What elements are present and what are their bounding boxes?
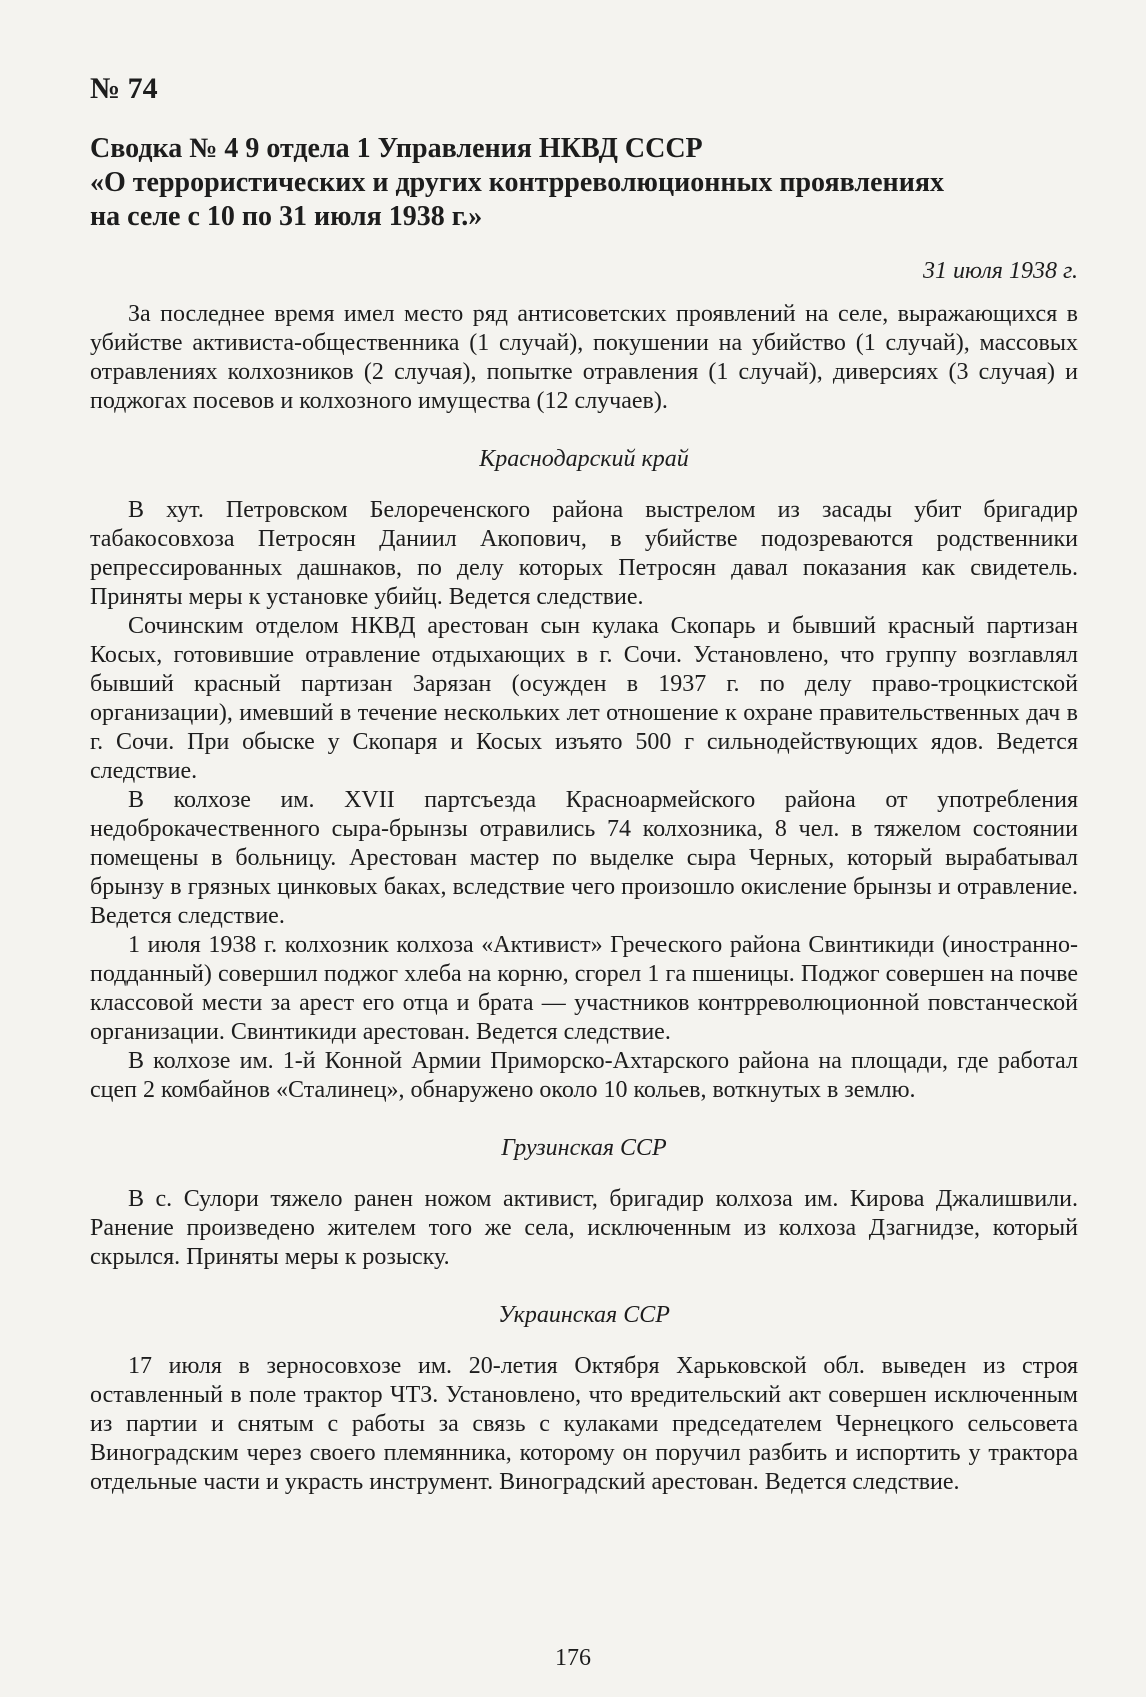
section-heading-ukraine: Украинская ССР: [498, 1302, 670, 1328]
document-number: № 74: [90, 72, 158, 105]
paragraph: В хут. Петровском Белореченского района выстрелом из засады убит бригадир табакосовхоза Петросян Даниил Акопович, в убийстве подозреваются родственники репрессированных дашнаков, по делу которых Петросян давал показания как свидетель. Приняты меры к установке убийц. Ведется следствие.: [90, 497, 1078, 610]
title-line: Сводка № 4 9 отдела 1 Управления НКВД СССР: [90, 133, 703, 164]
title-line: на селе с 10 по 31 июля 1938 г.»: [90, 201, 483, 232]
document-date: 31 июля 1938 г.: [923, 258, 1078, 284]
section-heading-georgia: Грузинская ССР: [501, 1135, 667, 1161]
title-line: «О террористических и других контрреволюционных проявлениях: [90, 167, 944, 198]
paragraph: Сочинским отделом НКВД арестован сын кулака Скопарь и бывший красный партизан Косых, готовившие отравление отдыхающих в г. Сочи. Установлено, что группу возглавлял бывший красный партизан Зарязан (осужден в 1937 г. по делу право-троцкистской организации), имевший в течение нескольких лет отношение к охране правительственных дач в г. Сочи. При обыске у Скопаря и Косых изъято 500 г сильнодействующих ядов. Ведется следствие.: [90, 613, 1078, 784]
paragraph: В колхозе им. XVII партсъезда Красноармейского района от употребления недоброкачественного сыра-брынзы отравились 74 колхозника, 8 чел. в тяжелом состоянии помещены в больницу. Арестован мастер по выделке сыра Черных, который вырабатывал брынзу в грязных цинковых баках, вследствие чего произошло окисление брынзы и отравление. Ведется следствие.: [90, 787, 1078, 929]
section-heading-krasnodar: Краснодарский край: [479, 446, 689, 472]
paragraph: 17 июля в зерносовхозе им. 20-летия Октября Харьковской обл. выведен из строя оставленный в поле трактор ЧТЗ. Установлено, что вредительский акт совершен исключенным из партии и снятым с работы за связь с кулаками председателем Чернецкого сельсовета Виноградским через своего племянника, которому он поручил разбить и испортить у трактора отдельные части и украсть инструмент. Виноградский арестован. Ведется следствие.: [90, 1353, 1078, 1495]
paragraph: В с. Сулори тяжело ранен ножом активист, бригадир колхоза им. Кирова Джалишвили. Ранение произведено жителем того же села, исключенным из колхоза Дзагнидзе, который скрылся. Приняты меры к розыску.: [90, 1186, 1078, 1270]
page-number: 176: [555, 1645, 591, 1671]
intro-paragraph: За последнее время имел место ряд антисоветских проявлений на селе, выражающихся в убийстве активиста-общественника (1 случай), покушении на убийство (1 случай), массовых отравлениях колхозников (2 случая), попытке отравления (1 случай), диверсиях (3 случая) и поджогах посевов и колхозного имущества (12 случаев).: [90, 301, 1078, 414]
document-page: [90, 72, 1078, 1497]
document-title: [90, 132, 1078, 234]
paragraph: 1 июля 1938 г. колхозник колхоза «Активист» Греческого района Свинтикиди (иностранно-подданный) совершил поджог хлеба на корню, сгорел 1 га пшеницы. Поджог совершен на почве классовой мести за арест его отца и брата — участников контрреволюционной повстанческой организации. Свинтикиди арестован. Ведется следствие.: [90, 932, 1078, 1045]
paragraph: В колхозе им. 1-й Конной Армии Приморско-Ахтарского района на площади, где работал сцеп 2 комбайнов «Сталинец», обнаружено около 10 кольев, воткнутых в землю.: [90, 1048, 1078, 1103]
